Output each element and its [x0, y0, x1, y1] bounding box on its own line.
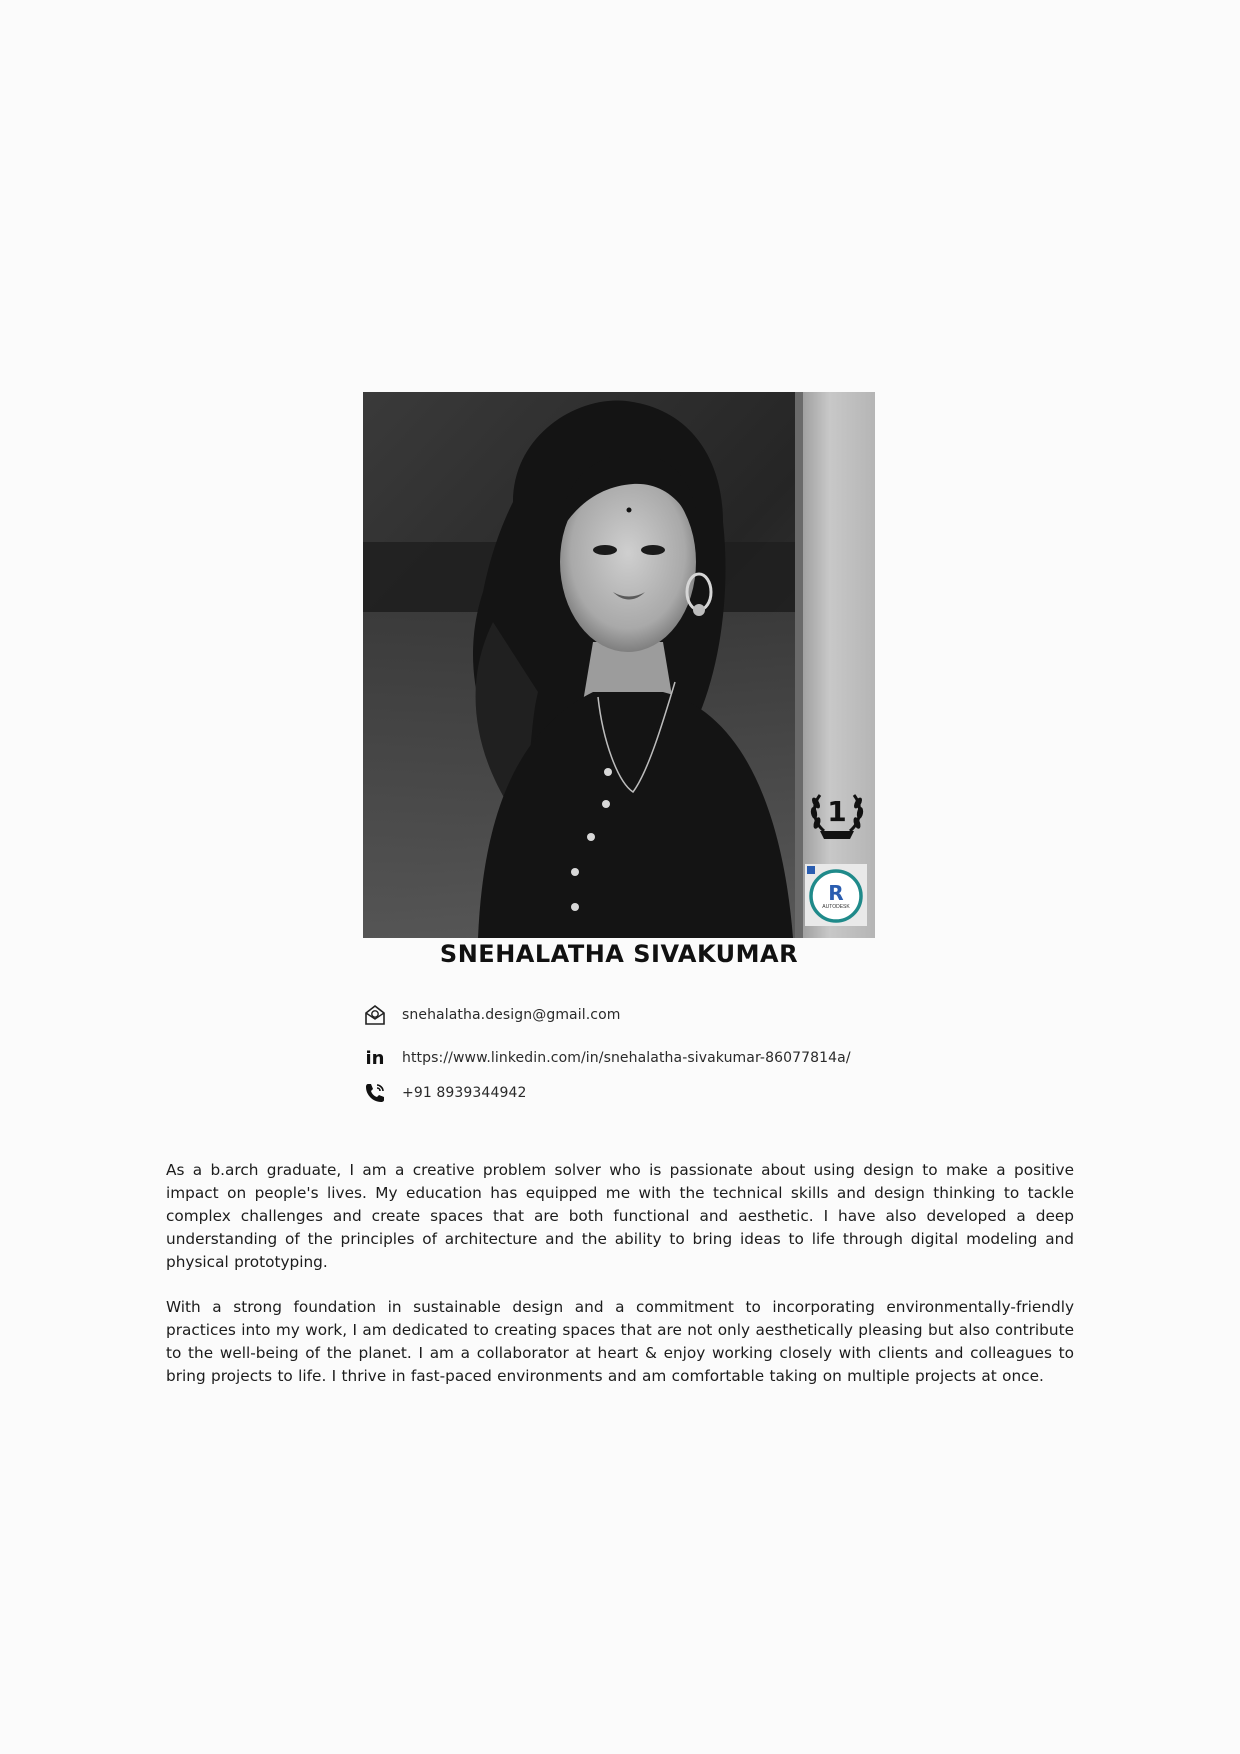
contact-linkedin-row — [362, 1044, 851, 1072]
revit-caption: AUTODESK — [822, 904, 850, 910]
person-name: SNEHALATHA SIVAKUMAR — [439, 940, 799, 968]
email-address[interactable]: snehalatha.design@gmail.com — [402, 1007, 621, 1023]
contact-phone-row — [362, 1079, 526, 1107]
phone-number[interactable]: +91 8939344942 — [402, 1085, 527, 1101]
rank-number: 1 — [827, 795, 847, 828]
about-paragraph-2: With a strong foundation in sustainable design and a commitment to incorporating environmentally-friendly practices into my work, I am dedicated to creating spaces that are not only aesthetically pleasing but also contribute to the well-being of the planet. I am a collaborator at heart & enjoy working closely with clients and colleagues to bring projects to life. I thrive in fast-paced environments and am comfortable taking on multiple projects at once. — [166, 1298, 1074, 1385]
about-paragraph-1: As a b.arch graduate, I am a creative problem solver who is passionate about using design to make a positive impact on people's lives. My education has equipped me with the technical skills and design thinking to tackle complex challenges and create spaces that are both functional and aesthetic. I have also developed a deep understanding of the principles of architecture and the ability to bring ideas to life through digital modeling and physical prototyping. — [166, 1161, 1074, 1271]
revit-letter: R — [828, 881, 844, 905]
laurel-rank-1-badge — [806, 783, 868, 845]
autodesk-revit-badge — [805, 864, 867, 926]
email-at-icon — [362, 1003, 388, 1027]
linkedin-glyph: in — [365, 1047, 385, 1069]
contact-email-row — [362, 1001, 620, 1029]
linkedin-url[interactable]: https://www.linkedin.com/in/snehalatha-sivakumar-86077814a/ — [402, 1050, 851, 1066]
portrait-photo — [363, 392, 875, 938]
phone-icon — [362, 1081, 388, 1105]
linkedin-icon — [362, 1046, 388, 1070]
